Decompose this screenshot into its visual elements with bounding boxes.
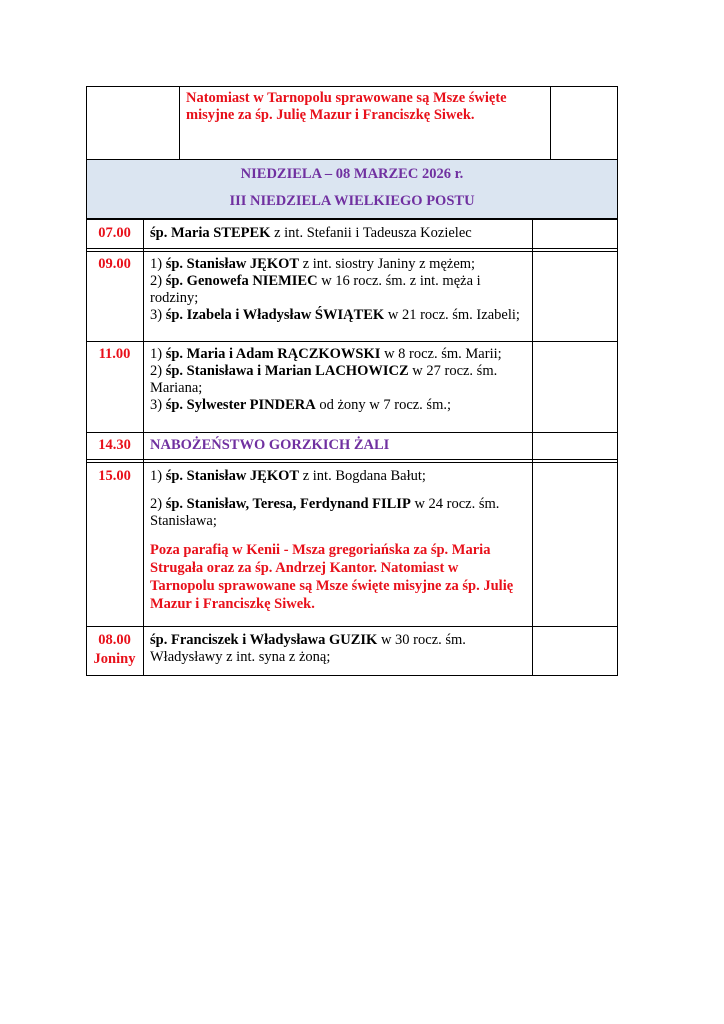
intention-item: 2) śp. Stanisław, Teresa, Ferdynand FILIP w 24 rocz. śm. Stanisława;: [150, 496, 500, 529]
mission-note: Poza parafią w Kenii - Msza gregoriańska za śp. Maria Strugała oraz za śp. Andrzej Kantor. Natomiast w Tarnopolu sprawowane są Msze święte misyjne za śp. Julię Mazur i Franciszkę Siwek.: [150, 542, 514, 612]
intention-list: [150, 632, 526, 666]
intention-item: 1) śp. Stanisław JĘKOT z int. Bogdana Bałut;: [150, 468, 426, 484]
sunday-name: III NIEDZIELA WIELKIEGO POSTU: [229, 193, 475, 209]
intention-item: 2) śp. Stanisława i Marian LACHOWICZ w 27 rocz. śm. Mariana;: [150, 363, 498, 396]
mass-time: 07.00: [98, 225, 131, 241]
intention-list: [150, 468, 526, 613]
intention-item: 2) śp. Genowefa NIEMIEC w 16 rocz. śm. z int. męża i rodziny;: [150, 273, 481, 306]
intention-list: [150, 256, 526, 324]
intention-item: śp. Maria STEPEK z int. Stefanii i Tadeusza Kozielec: [150, 225, 472, 241]
top-row-note: Natomiast w Tarnopolu sprawowane są Msze święte misyjne za śp. Julię Mazur i Franciszkę Siwek.: [186, 90, 507, 123]
intention-item: 1) śp. Stanisław JĘKOT z int. siostry Janiny z mężem;: [150, 256, 476, 272]
mass-time: 14.30: [98, 437, 131, 453]
sunday-header: [86, 159, 618, 219]
intention-list: [150, 346, 512, 414]
service-name: NABOŻEŃSTWO GORZKICH ŻALI: [150, 437, 390, 453]
intention-item: 3) śp. Sylwester PINDERA od żony w 7 rocz. śm.;: [150, 397, 452, 413]
mass-place: Joniny: [93, 651, 136, 667]
mass-time: 08.00: [98, 632, 131, 648]
mass-time: 09.00: [98, 256, 131, 272]
intention-item: 1) śp. Maria i Adam RĄCZKOWSKI w 8 rocz. śm. Marii;: [150, 346, 502, 362]
sunday-date: NIEDZIELA – 08 MARZEC 2026 r.: [240, 166, 464, 182]
mass-time: 15.00: [98, 468, 131, 484]
mass-time: 11.00: [98, 346, 131, 362]
intention-item: 3) śp. Izabela i Władysław ŚWIĄTEK w 21 rocz. śm. Izabeli;: [150, 307, 520, 323]
intention-list: [150, 225, 528, 242]
intention-item: śp. Franciszek i Władysława GUZIK w 30 rocz. śm. Władysławy z int. syna z żoną;: [150, 632, 466, 665]
